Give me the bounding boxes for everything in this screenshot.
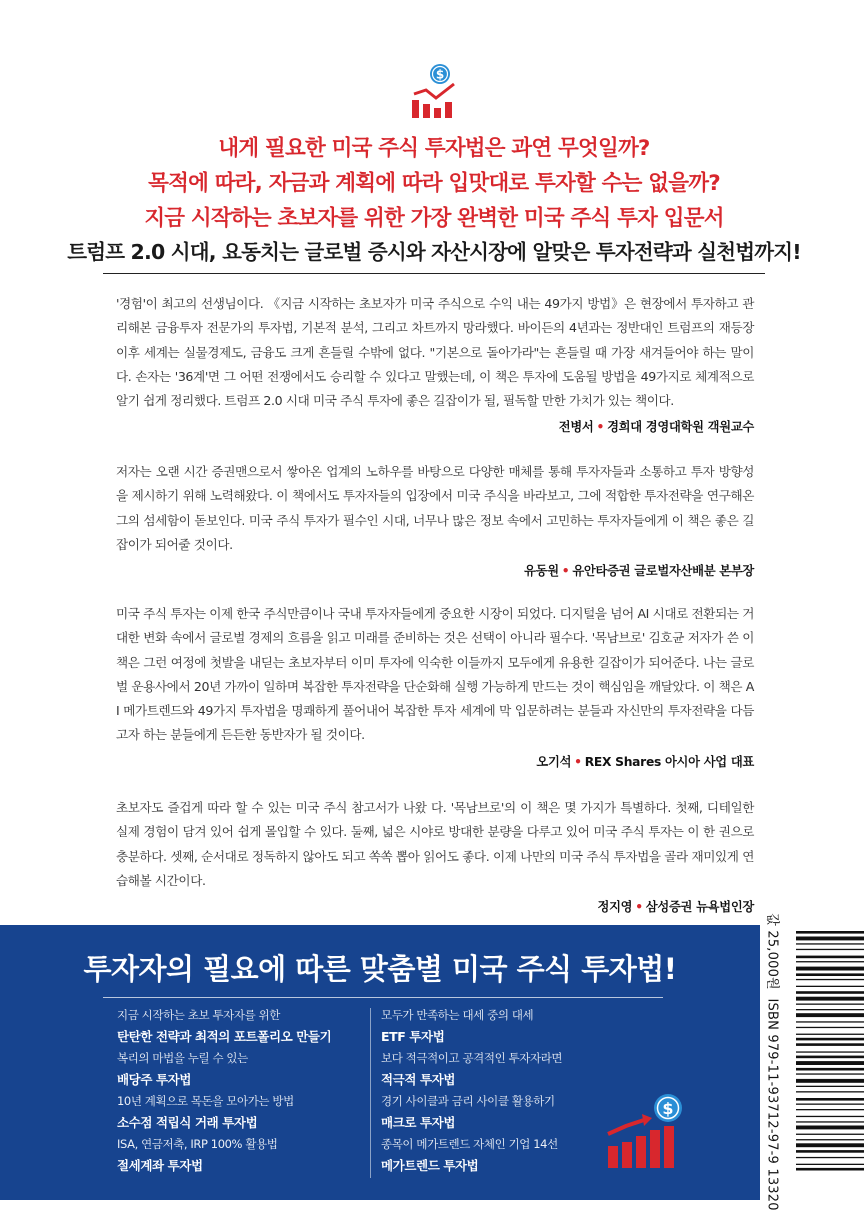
barcode-bar [796,943,864,944]
reviewer-name: 정지영 [597,900,633,915]
panel-divider [103,997,663,998]
column-divider [370,1008,371,1178]
headline-subtitle: 지금 시작하는 초보자를 위한 가장 완벽한 미국 주식 투자 입문서 [144,206,724,231]
barcode-bar [796,1121,864,1122]
barcode-bar [796,1143,864,1147]
feature-sub: 지금 시작하는 초보 투자자를 위한 [117,1008,280,1022]
review-text: 초보자도 즐겁게 따라 할 수 있는 미국 주식 참고서가 나왔 다. '목남브로'의 이 책은 몇 가지가 특별하다. 첫째, 디테일한 실제 경험이 담겨 있어 쉽게 몰입할 수 있다. 둘째, 넓은 시야로 방대한 분량을 다루고 있어 미국 주식 투자는 이 한 권으로 충분하다. 셋째, 순서대로 정독하지 않아도 되고 쏙쏙 뽑아 읽어도 좋다. 이제 나만의 미국 주식 투자법을 골라 재미있게 연습해볼 시간이다. [116,800,754,888]
isbn-label [765,913,784,1210]
feature-sub: 보다 적극적이고 공격적인 투자자라면 [381,1051,563,1065]
feature-sub: 복리의 마법을 누릴 수 있는 [117,1051,248,1065]
barcode-bar [796,961,864,962]
barcode-bar [796,1043,864,1046]
barcode-bar [796,1168,864,1171]
barcode-bar [796,1157,864,1158]
barcode-bar [796,1068,864,1071]
barcode-image [792,925,868,1200]
barcode-bar [796,1061,864,1065]
feature-main: ETF 투자법 [381,1029,445,1044]
headline-question-1: 내게 필요한 미국 주식 투자법은 과연 무엇일까? [218,136,650,161]
feature-item [381,1094,555,1131]
dollar-growth-icon [606,1090,688,1172]
feature-sub: 모두가 만족하는 대세 중의 대세 [381,1008,534,1022]
barcode-bar [796,1073,864,1074]
barcode-bar [796,1139,864,1140]
review-2 [116,460,754,579]
feature-main: 절세계좌 투자법 [117,1158,203,1173]
review-signature: 정지영 • 삼성증권 뉴욕법인장 [597,900,754,915]
barcode-bar [796,1034,864,1035]
barcode-bar [796,973,864,976]
barcode-bar [796,931,864,934]
feature-sub: 종목이 메가트렌드 자체인 기업 14선 [381,1137,558,1151]
barcode-bar [796,1079,864,1083]
barcode-bar [796,1164,864,1165]
barcode-bar [796,1109,864,1110]
reviewer-title: 유안타증권 글로벌자산배분 본부장 [572,564,754,579]
feature-sub: 10년 계획으로 목돈을 모아가는 방법 [117,1094,294,1108]
barcode-bar [796,1009,864,1010]
barcode-bar [796,1021,864,1022]
barcode-bar [796,979,864,980]
reviewer-title: 경희대 경영대학원 객원교수 [607,420,754,435]
feature-main: 매크로 투자법 [381,1115,456,1130]
barcode-bar [796,1104,864,1105]
barcode-bar [796,1098,864,1101]
isbn-number: ISBN 979-11-93712-97-9 13320 [764,998,780,1211]
barcode-bar [796,997,864,1001]
review-text: 미국 주식 투자는 이제 한국 주식만큼이나 국내 투자자들에게 중요한 시장이 되었다. 디지털을 넘어 AI 시대로 전환되는 거대한 변화 속에서 글로벌 경제의 흐름을 읽고 미래를 준비하는 것은 선택이 아니라 필수다. '목남브로' 김호균 저자가 쓴 이 책은 그런 여정에 첫발을 내딛는 초보자부터 이미 투자에 익숙한 이들까지 모두에게 유용한 길잡이가 되어준다. 나는 글로벌 운용사에서 20년 가까이 일하며 복잡한 투자전략을 단순화해 실행 가능하게 만드는 것이 핵심임을 깨달았다. 이 책은 AI 메가트렌드와 49가지 투자법을 명쾌하게 풀어내어 복잡한 투자 세계에 막 입문하려는 분들과 자신만의 투자전략을 다듬고자 하는 분들에게 든든한 동반자가 될 것이다. [116,606,754,743]
feature-sub: 경기 사이클과 금리 사이클 활용하기 [381,1094,555,1108]
dollar-chart-icon [410,62,462,120]
barcode-bar [796,967,864,971]
feature-item [117,1051,248,1088]
review-1 [116,292,754,435]
review-signature: 유동원 • 유안타증권 글로벌자산배분 본부장 [524,564,754,579]
reviewer-name: 유동원 [524,564,559,579]
feature-item [117,1137,277,1174]
feature-item [381,1051,562,1088]
barcode-bar [796,1134,864,1135]
review-text: 저자는 오랜 시간 증권맨으로서 쌓아온 업계의 노하우를 바탕으로 다양한 매체를 통해 투자자들과 소통하고 투자 방향성을 제시하기 위해 노력해왔다. 이 책에서도 투자자들의 입장에서 미국 주식을 바라보고, 그에 적합한 투자전략을 연구해온 그의 섬세함이 돋보인다. 미국 주식 투자가 필수인 시대, 너무나 많은 정보 속에서 고민하는 투자자들에게 이 책은 좋은 길잡이가 되어줄 것이다. [116,464,754,552]
feature-item [381,1137,558,1174]
feature-main: 적극적 투자법 [381,1072,456,1087]
barcode-bar [796,1027,864,1028]
barcode-bar [796,949,864,950]
review-text: '경험'이 최고의 선생님이다. 《지금 시작하는 초보자가 미국 주식으로 수익 내는 49가지 방법》은 현장에서 투자하고 관리해본 금융투자 전문가의 투자법, 기본적 분석, 그리고 차트까지 망라했다. 바이든의 4년과는 정반대인 트럼프의 재등장 이후 세계는 실물경제도, 금융도 크게 흔들릴 수밖에 없다. "기본으로 돌아가라"는 흔들릴 때 가장 새겨들어야 하는 말이다. 손자는 '36계'면 그 어떤 전쟁에서도 승리할 수 있다고 말했는데, 이 책은 투자에 도움될 방법을 49가지로 체계적으로 알기 쉽게 정리했다. 트럼프 2.0 시대 미국 주식 투자에 좋은 길잡이가 될, 필독할 만한 가치가 있는 책이다. [116,296,754,409]
headline-question-2: 목적에 따라, 자금과 계획에 따라 입맛대로 투자할 수는 없을까? [148,171,720,196]
barcode-bar [796,956,864,959]
review-signature: 오기석 • REX Shares 아시아 사업 대표 [536,754,754,769]
feature-sub: ISA, 연금저축, IRP 100% 활용법 [117,1137,278,1151]
barcode-bar [796,1116,864,1117]
review-4 [116,796,754,915]
barcode-bar [796,1126,864,1130]
reviewer-title: 삼성증권 뉴욕법인장 [645,900,754,915]
review-3 [116,602,754,770]
svg-text:$: $ [435,67,445,82]
reviewer-title: REX Shares 아시아 사업 대표 [584,754,754,769]
barcode-bar [796,1013,864,1017]
barcode-bar [796,1004,864,1005]
reviewer-name: 전병서 [558,420,594,435]
feature-main: 소수점 적립식 거래 투자법 [117,1115,258,1130]
feature-item [117,1094,294,1131]
feature-item [381,1008,533,1045]
svg-text:$: $ [662,1099,674,1118]
barcode-bar [796,1056,864,1059]
panel-title: 투자자의 필요에 따른 맞춤별 미국 주식 투자법! [83,952,677,986]
barcode-bar [796,937,864,941]
barcode-bar [796,991,864,994]
divider [103,273,765,274]
feature-main: 탄탄한 전략과 최적의 포트폴리오 만들기 [117,1029,332,1044]
barcode-bar [796,1038,864,1041]
barcode-bar [796,1091,864,1092]
barcode-bar [796,1051,864,1052]
feature-item [117,1008,331,1045]
review-signature: 전병서 • 경희대 경영대학원 객원교수 [558,420,754,435]
barcode-bar [796,1150,864,1153]
barcode-bar [796,986,864,987]
feature-main: 배당주 투자법 [117,1072,192,1087]
headline-tagline: 트럼프 2.0 시대, 요동치는 글로벌 증시와 자산시장에 알맞은 투자전략과 실천법까지! [67,240,801,264]
feature-main: 메가트렌드 투자법 [381,1158,479,1173]
barcode-bar [796,1086,864,1087]
price-label: 값 25,000원 [764,913,780,990]
reviewer-name: 오기석 [536,754,572,769]
